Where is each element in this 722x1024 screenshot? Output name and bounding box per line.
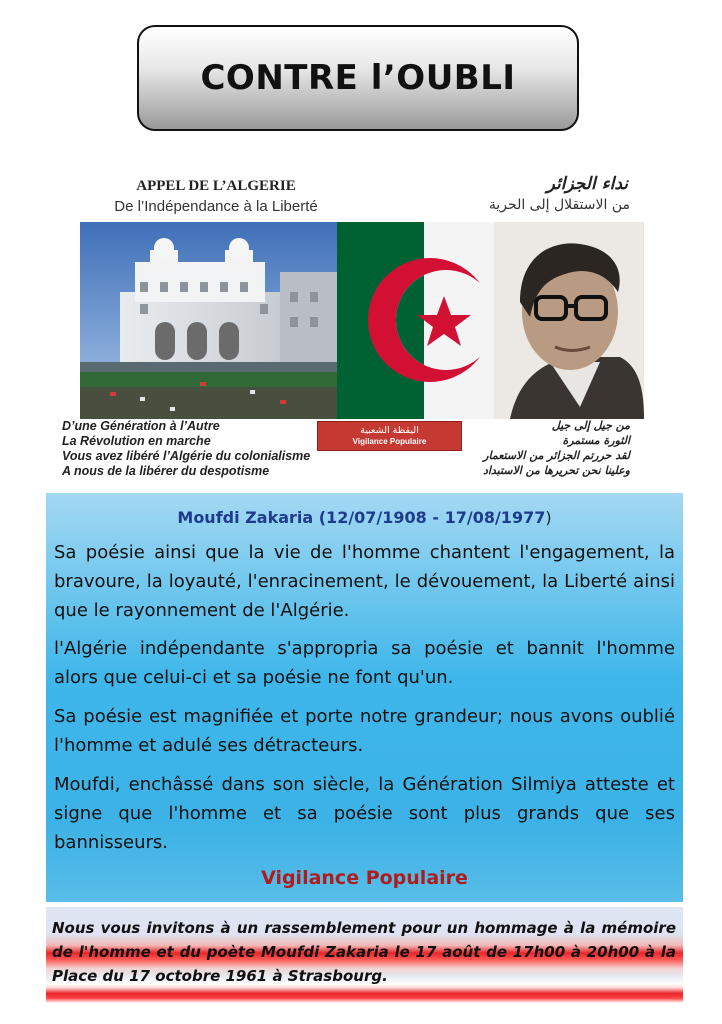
invitation-box xyxy=(46,907,683,1003)
bio-heading-close: ) xyxy=(545,508,552,527)
bio-heading-text: Moufdi Zakaria (12/07/1908 - 17/08/1977 xyxy=(177,508,546,527)
slogan-fr-4: A nous de la libérer du despotisme xyxy=(62,464,270,478)
badge-arabic-label: اليقظة الشعبية xyxy=(360,425,419,436)
header-french-subtitle: De l’Indépendance à la Liberté xyxy=(114,198,318,215)
header-banner-image xyxy=(80,222,644,419)
algerian-flag xyxy=(337,222,496,419)
slogan-fr-3: Vous avez libéré l’Algérie du colonialisme xyxy=(62,449,311,463)
bio-paragraph-4: Moufdi, enchâssé dans son siècle, la Génération Silmiya atteste et signe que l'homme et sa poésie sont plus grands que ses bannisseurs. xyxy=(54,774,675,853)
slogan-ar-3: لقد حررتم الجزائر من الاستعمار xyxy=(483,449,630,462)
header-arabic-subtitle: من الاستقلال إلى الحرية xyxy=(488,197,630,213)
page-title: CONTRE l’OUBLI xyxy=(200,58,516,98)
slogan-ar-1: من جيل إلى جيل xyxy=(551,419,630,432)
slogan-fr-2: La Révolution en marche xyxy=(62,434,211,448)
bio-paragraph-3: Sa poésie est magnifiée et porte notre grandeur; nous avons oublié l'homme et adulé ses détracteurs. xyxy=(54,706,675,756)
invitation-text: Nous vous invitons à un rassemblement pour un hommage à la mémoire de l'homme et du poète Moufdi Zakaria le 17 août de 17h00 à 20h00 à la Place du 17 octobre 1961 à Strasbourg. xyxy=(52,919,676,985)
title-banner xyxy=(137,25,579,131)
signature: Vigilance Populaire xyxy=(261,867,468,889)
slogan-ar-4: وعلينا نحن تحريرها من الاستبداد xyxy=(482,464,630,477)
slogan-ar-2: الثورة مستمرة xyxy=(562,434,630,447)
biography-panel xyxy=(46,493,683,902)
badge-french-label: Vigilance Populaire xyxy=(352,437,427,446)
bio-paragraph-2: l'Algérie indépendante s'appropria sa poésie et bannit l'homme alors que celui-ci et sa poésie ne font qu'un. xyxy=(54,638,675,688)
header-arabic-title: نداء الجزائر xyxy=(546,174,628,194)
moufdi-zakaria-portrait xyxy=(494,222,644,419)
grande-poste-crowd-photo xyxy=(80,222,337,419)
bio-heading xyxy=(46,508,683,527)
header-french-title: APPEL DE L’ALGERIE xyxy=(136,178,296,194)
bio-paragraph-1: Sa poésie ainsi que la vie de l'homme chantent l'engagement, la bravoure, la loyauté, l'enracinement, le dévouement, la Liberté ainsi que le rayonnement de l'Algérie. xyxy=(54,542,675,621)
slogan-fr-1: D’une Génération à l’Autre xyxy=(62,419,220,433)
vigilance-badge xyxy=(317,421,462,451)
